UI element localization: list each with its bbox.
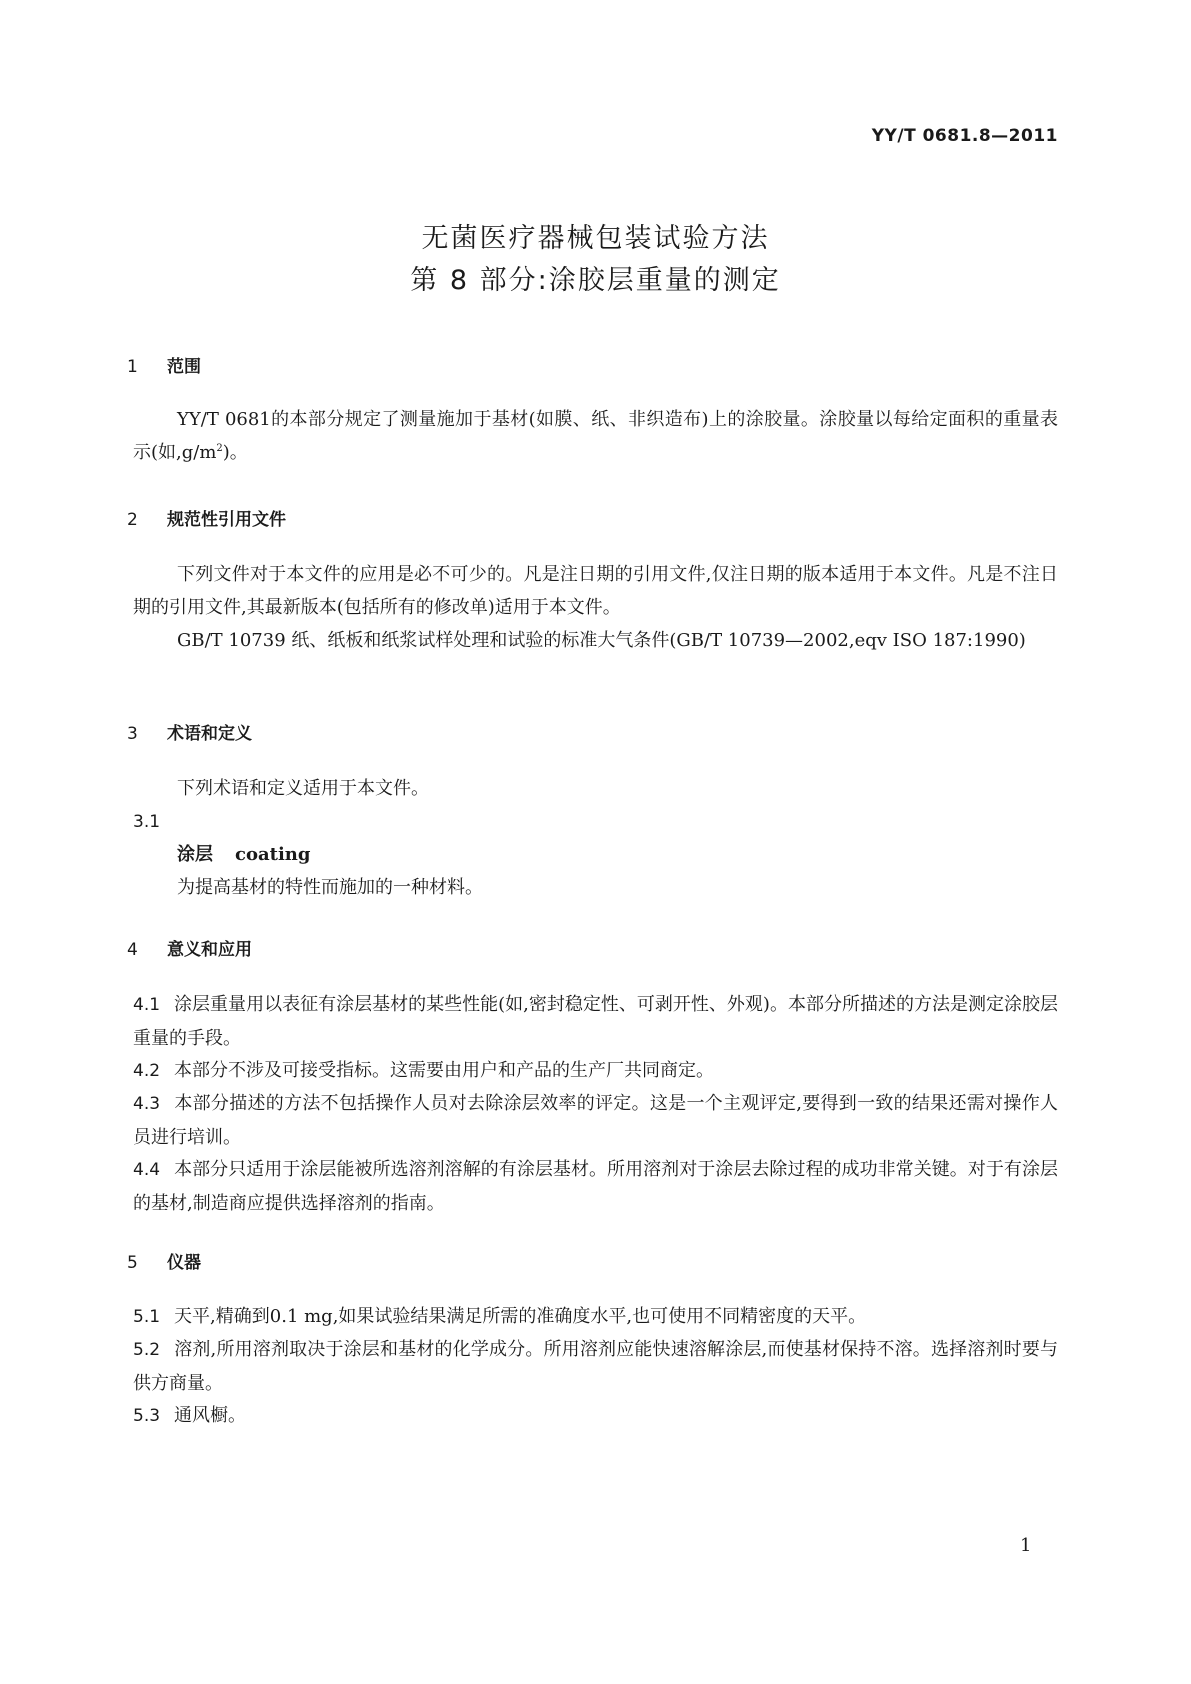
section-2-paragraph: 下列文件对于本文件的应用是必不可少的。凡是注日期的引用文件,仅注日期的版本适用于本文件。凡是不注日期的引用文件,其最新版本(包括所有的修改单)适用于本文件。 <box>133 564 1058 618</box>
clause-text: 通风橱。 <box>174 1405 247 1426</box>
superscript: 2 <box>216 443 223 454</box>
clause-text: 本部分不涉及可接受指标。这需要由用户和产品的生产厂共同商定。 <box>174 1060 715 1081</box>
clause-number: 5.2 <box>133 1340 161 1360</box>
section-5-heading <box>127 1248 201 1273</box>
page-number: 1 <box>1020 1535 1032 1556</box>
clause-text: 溶剂,所用溶剂取决于涂层和基材的化学成分。所用溶剂应能快速溶解涂层,而使基材保持不溶。选择溶剂时要与供方商量。 <box>133 1339 1058 1394</box>
clause-text: 涂层重量用以表征有涂层基材的某些性能(如,密封稳定性、可剥开性、外观)。本部分所描述的方法是测定涂胶层重量的手段。 <box>133 994 1058 1049</box>
section-1-paragraph <box>133 403 1058 469</box>
section-3-paragraph: 下列术语和定义适用于本文件。 <box>177 778 429 799</box>
clause-4-4 <box>133 1153 1058 1220</box>
clause-number: 4.3 <box>133 1094 161 1114</box>
clause-text: 本部分描述的方法不包括操作人员对去除涂层效率的评定。这是一个主观评定,要得到一致的结果还需对操作人员进行培训。 <box>133 1093 1058 1148</box>
section-number: 5 <box>127 1253 138 1273</box>
standard-number: YY/T 0681.8—2011 <box>871 126 1058 146</box>
clause-5-2 <box>133 1333 1058 1400</box>
section-title: 仪器 <box>167 1253 201 1273</box>
clause-4-2 <box>133 1054 1058 1088</box>
section-title: 意义和应用 <box>167 940 252 960</box>
clause-4-3 <box>133 1087 1058 1154</box>
clause-number: 5.3 <box>133 1406 161 1426</box>
section-number: 1 <box>127 357 138 377</box>
clause-number: 4.4 <box>133 1160 161 1180</box>
term-definition: 为提高基材的特性而施加的一种材料。 <box>177 877 483 898</box>
section-number: 4 <box>127 940 138 960</box>
section-title: 规范性引用文件 <box>167 510 286 530</box>
clause-number: 3.1 <box>133 812 161 832</box>
document-title-line1: 无菌医疗器械包装试验方法 <box>421 223 770 254</box>
section-4-heading <box>127 935 252 960</box>
clause-number: 4.1 <box>133 995 161 1015</box>
section-title: 术语和定义 <box>167 724 252 744</box>
section-title: 范围 <box>167 357 201 377</box>
clause-5-1 <box>133 1300 1058 1334</box>
clause-text: 天平,精确到0.1 mg,如果试验结果满足所需的准确度水平,也可使用不同精密度的天平。 <box>174 1306 867 1327</box>
term-chinese: 涂层 <box>177 844 213 865</box>
clause-text: 本部分只适用于涂层能被所选溶剂溶解的有涂层基材。所用溶剂对于涂层去除过程的成功非常关键。对于有涂层的基材,制造商应提供选择溶剂的指南。 <box>133 1159 1058 1214</box>
clause-3-1-number <box>133 805 1058 839</box>
document-title-line2: 第 8 部分:涂胶层重量的测定 <box>410 265 781 296</box>
clause-5-3 <box>133 1399 1058 1433</box>
clause-number: 4.2 <box>133 1061 161 1081</box>
term-english: coating <box>235 844 311 865</box>
section-3-heading <box>127 719 252 744</box>
paragraph-text: YY/T 0681的本部分规定了测量施加于基材(如膜、纸、非织造布)上的涂胶量。涂胶量以每给定面积的重量表示(如,g/m <box>133 409 1058 463</box>
section-2-heading <box>127 505 286 530</box>
section-1-heading <box>127 352 201 377</box>
section-number: 3 <box>127 724 138 744</box>
paragraph-text-end: )。 <box>222 442 248 463</box>
clause-4-1 <box>133 988 1058 1055</box>
section-number: 2 <box>127 510 138 530</box>
clause-number: 5.1 <box>133 1307 161 1327</box>
term-entry <box>133 838 1102 871</box>
normative-reference: GB/T 10739 纸、纸板和纸浆试样处理和试验的标准大气条件(GB/T 10739—2002,eqv ISO 187:1990) <box>177 630 1026 651</box>
